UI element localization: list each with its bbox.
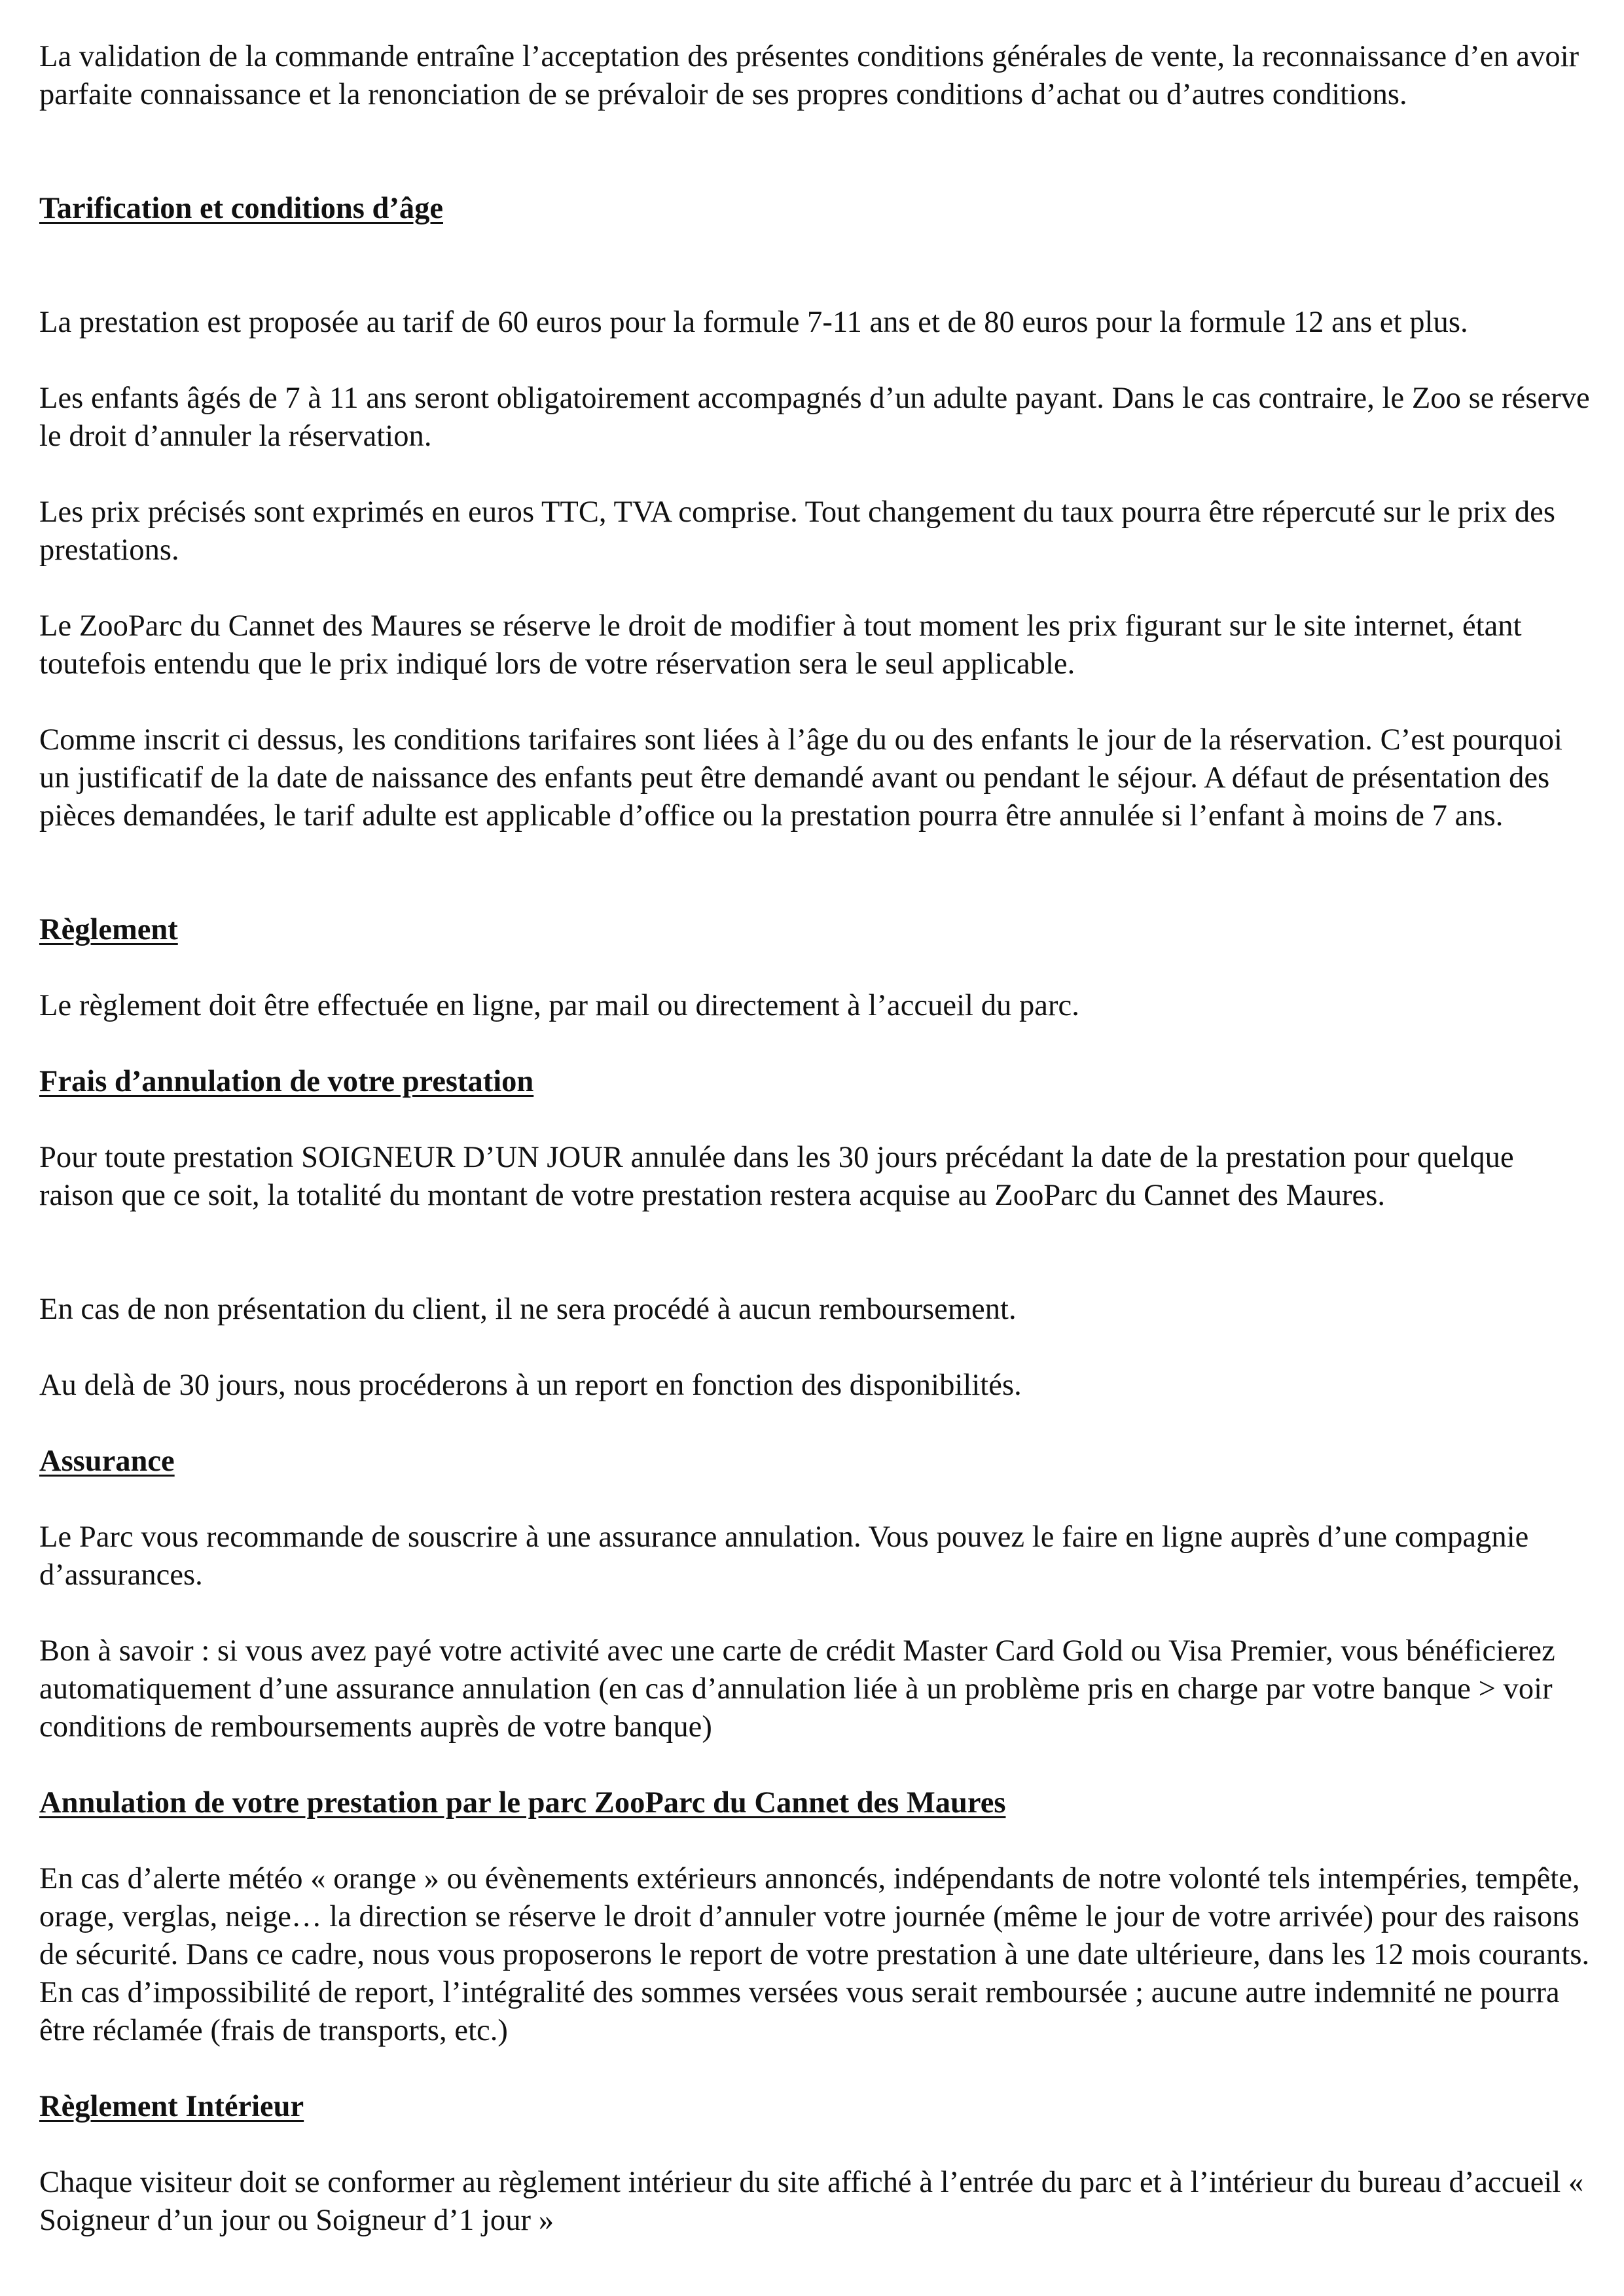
tarif-paragraph-4: Le ZooParc du Cannet des Maures se réserve le droit de modifier à tout moment les prix figurant sur le site internet, étant toutefois entendu que le prix indiqué lors de votre réservation sera le seul applicable. [39, 609, 1522, 681]
reglement-paragraph: Le règlement doit être effectuée en ligne, par mail ou directement à l’accueil du parc. [39, 989, 1079, 1022]
heading-frais-annulation: Frais d’annulation de votre prestation [39, 1065, 534, 1098]
frais-paragraph-3: Au delà de 30 jours, nous procéderons à un report en fonction des disponibilités. [39, 1369, 1022, 1402]
heading-annulation-parc: Annulation de votre prestation par le parc ZooParc du Cannet des Maures [39, 1786, 1006, 1820]
frais-paragraph-1: Pour toute prestation SOIGNEUR D’UN JOUR annulée dans les 30 jours précédant la date de la prestation pour quelque raison que ce soit, la totalité du montant de votre prestation restera acquise au ZooParc du Cannet des Maures. [39, 1141, 1514, 1212]
heading-assurance: Assurance [39, 1444, 175, 1478]
tarif-paragraph-2: Les enfants âgés de 7 à 11 ans seront obligatoirement accompagnés d’un adulte payant. Dans le cas contraire, le Zoo se réserve le droit d’annuler la réservation. [39, 382, 1590, 453]
reglement-interieur-paragraph: Chaque visiteur doit se conformer au règlement intérieur du site affiché à l’entrée du parc et à l’intérieur du bureau d’accueil « Soigneur d’un jour ou Soigneur d’1 jour » [39, 2166, 1584, 2237]
heading-tarification: Tarification et conditions d’âge [39, 192, 443, 225]
assurance-paragraph-1: Le Parc vous recommande de souscrire à une assurance annulation. Vous pouvez le faire en ligne auprès d’une compagnie d’assurances. [39, 1520, 1529, 1592]
assurance-paragraph-2: Bon à savoir : si vous avez payé votre activité avec une carte de crédit Master Card Gold ou Visa Premier, vous bénéficierez automatiquement d’une assurance annulation (en cas d’annulation liée à un problème pris en charge par votre banque > voir conditions de remboursements auprès de votre banque) [39, 1634, 1555, 1744]
heading-reglement-interieur: Règlement Intérieur [39, 2090, 304, 2123]
intro-paragraph: La validation de la commande entraîne l’acceptation des présentes conditions générales de vente, la reconnaissance d’en avoir parfaite connaissance et la renonciation de se prévaloir de ses propres conditions d’achat ou d’autres conditions. [39, 40, 1579, 111]
tarif-paragraph-1: La prestation est proposée au tarif de 60 euros pour la formule 7-11 ans et de 80 euros pour la formule 12 ans et plus. [39, 306, 1468, 339]
frais-paragraph-2: En cas de non présentation du client, il ne sera procédé à aucun remboursement. [39, 1293, 1017, 1326]
tarif-paragraph-5: Comme inscrit ci dessus, les conditions tarifaires sont liées à l’âge du ou des enfants le jour de la réservation. C’est pourquoi un justificatif de la date de naissance des enfants peut être demandé avant ou pendant le séjour. A défaut de présentation des pièces demandées, le tarif adulte est applicable d’office ou la prestation pourra être annulée si l’enfant à moins de 7 ans. [39, 723, 1562, 833]
tarif-paragraph-3: Les prix précisés sont exprimés en euros TTC, TVA comprise. Tout changement du taux pourra être répercuté sur le prix des prestations. [39, 495, 1555, 567]
heading-reglement: Règlement [39, 913, 178, 946]
annulation-parc-paragraph: En cas d’alerte météo « orange » ou évènements extérieurs annoncés, indépendants de notre volonté tels intempéries, tempête, orage, verglas, neige… la direction se réserve le droit d’annuler votre journée (même le jour de votre arrivée) pour des raisons de sécurité. Dans ce cadre, nous vous proposerons le report de votre prestation à une date ultérieure, dans les 12 mois courants. En cas d’impossibilité de report, l’intégralité des sommes versées vous serait remboursée ; aucune autre indemnité ne pourra être réclamée (frais de transports, etc.) [39, 1862, 1590, 2047]
